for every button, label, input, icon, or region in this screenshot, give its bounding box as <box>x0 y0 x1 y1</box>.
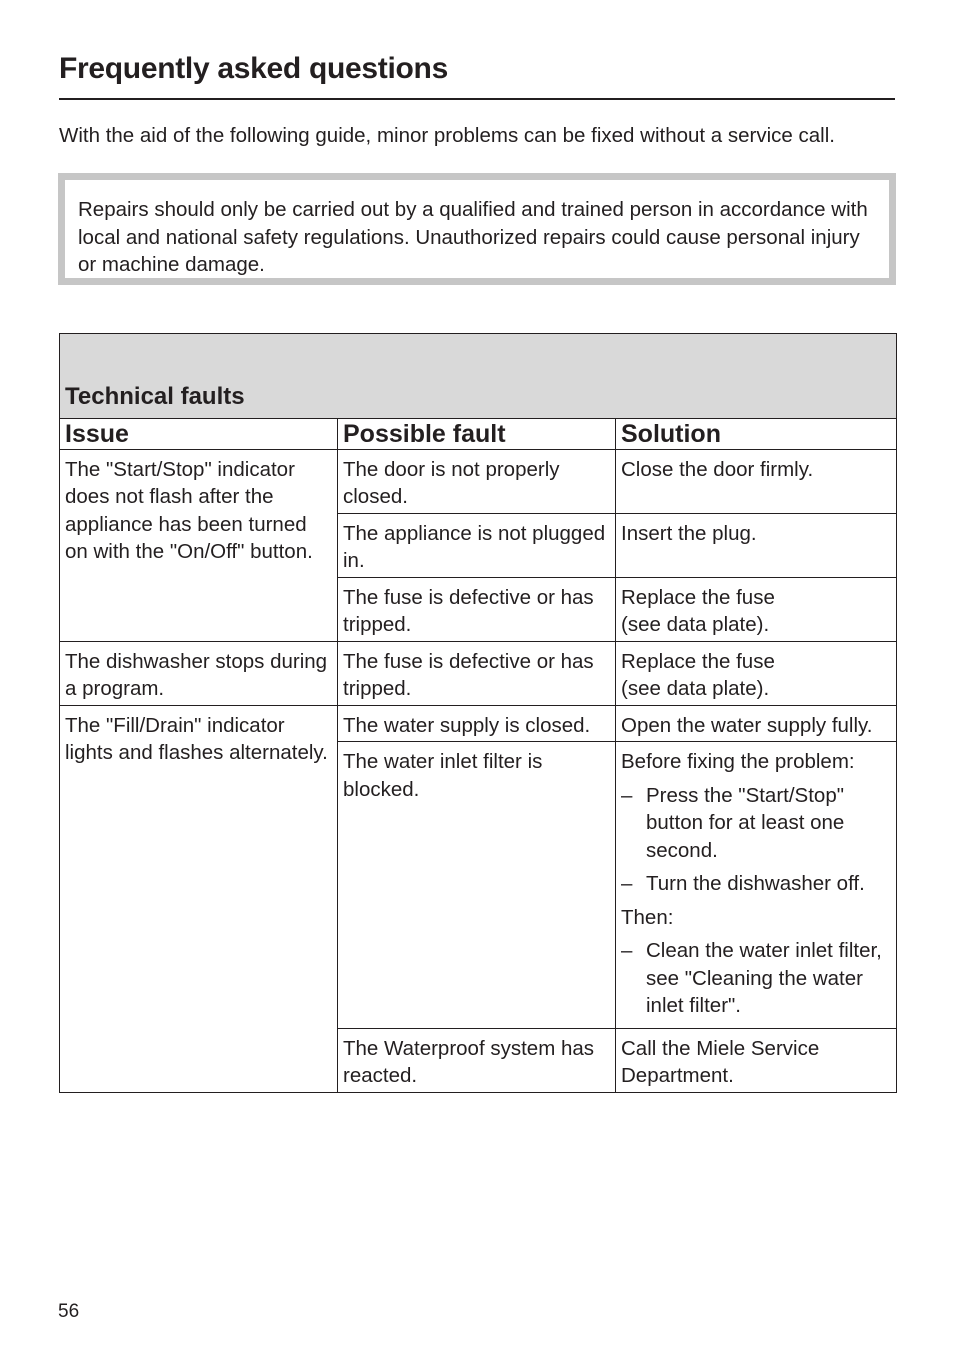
list-item: – Clean the water inlet filter, see "Cleaning the water inlet filter". <box>621 937 890 1020</box>
solution-cell: Call the Miele Service Department. <box>616 1028 897 1092</box>
technical-faults-table <box>59 333 897 1093</box>
solution-cell <box>616 742 897 1029</box>
column-header-issue: Issue <box>60 419 338 450</box>
steps-after-list <box>621 937 890 1020</box>
page-title: Frequently asked questions <box>59 52 448 85</box>
solution-cell: Close the door firmly. <box>616 449 897 513</box>
list-item: – Press the "Start/Stop" button for at least one second. <box>621 782 890 865</box>
issue-cell: The "Fill/Drain" indicator lights and flashes alternately. <box>60 705 338 1092</box>
solution-cell: Open the water supply fully. <box>616 705 897 742</box>
solution-line: Replace the fuse <box>621 585 775 609</box>
solution-cell <box>616 577 897 641</box>
intro-text: With the aid of the following guide, minor problems can be fixed without a service call. <box>59 124 835 147</box>
fault-cell: The appliance is not plugged in. <box>338 513 616 577</box>
column-header-possible-fault: Possible fault <box>338 419 616 450</box>
solution-intro: Before fixing the problem: <box>621 750 855 773</box>
steps-before-list <box>621 782 890 898</box>
fault-cell: The Waterproof system has reacted. <box>338 1028 616 1092</box>
solution-cell: Insert the plug. <box>616 513 897 577</box>
solution-line: (see data plate). <box>621 613 770 636</box>
page-number: 56 <box>58 1301 80 1322</box>
title-rule <box>59 98 895 100</box>
fault-cell: The door is not properly closed. <box>338 449 616 513</box>
list-item: – Turn the dishwasher off. <box>621 870 890 898</box>
fault-cell: The fuse is defective or has tripped. <box>338 577 616 641</box>
then-label: Then: <box>621 905 674 929</box>
warning-text: Repairs should only be carried out by a qualified and trained person in accordance with local and national safety regulations. Unauthorized repairs could cause personal injury or machine damage. <box>78 198 868 276</box>
warning-box <box>58 173 896 285</box>
section-title: Technical faults <box>60 334 897 419</box>
table-row <box>60 705 897 742</box>
issue-cell: The "Start/Stop" indicator does not flash after the appliance has been turned on with the "On/Off" button. <box>60 449 338 641</box>
solution-line: Replace the fuse <box>621 649 775 673</box>
table-row <box>60 449 897 513</box>
solution-line: (see data plate). <box>621 677 770 700</box>
fault-cell: The water inlet filter is blocked. <box>338 742 616 1029</box>
column-header-solution: Solution <box>616 419 897 450</box>
fault-cell: The water supply is closed. <box>338 705 616 742</box>
issue-cell: The dishwasher stops during a program. <box>60 641 338 705</box>
table-row <box>60 641 897 705</box>
fault-cell: The fuse is defective or has tripped. <box>338 641 616 705</box>
solution-cell <box>616 641 897 705</box>
